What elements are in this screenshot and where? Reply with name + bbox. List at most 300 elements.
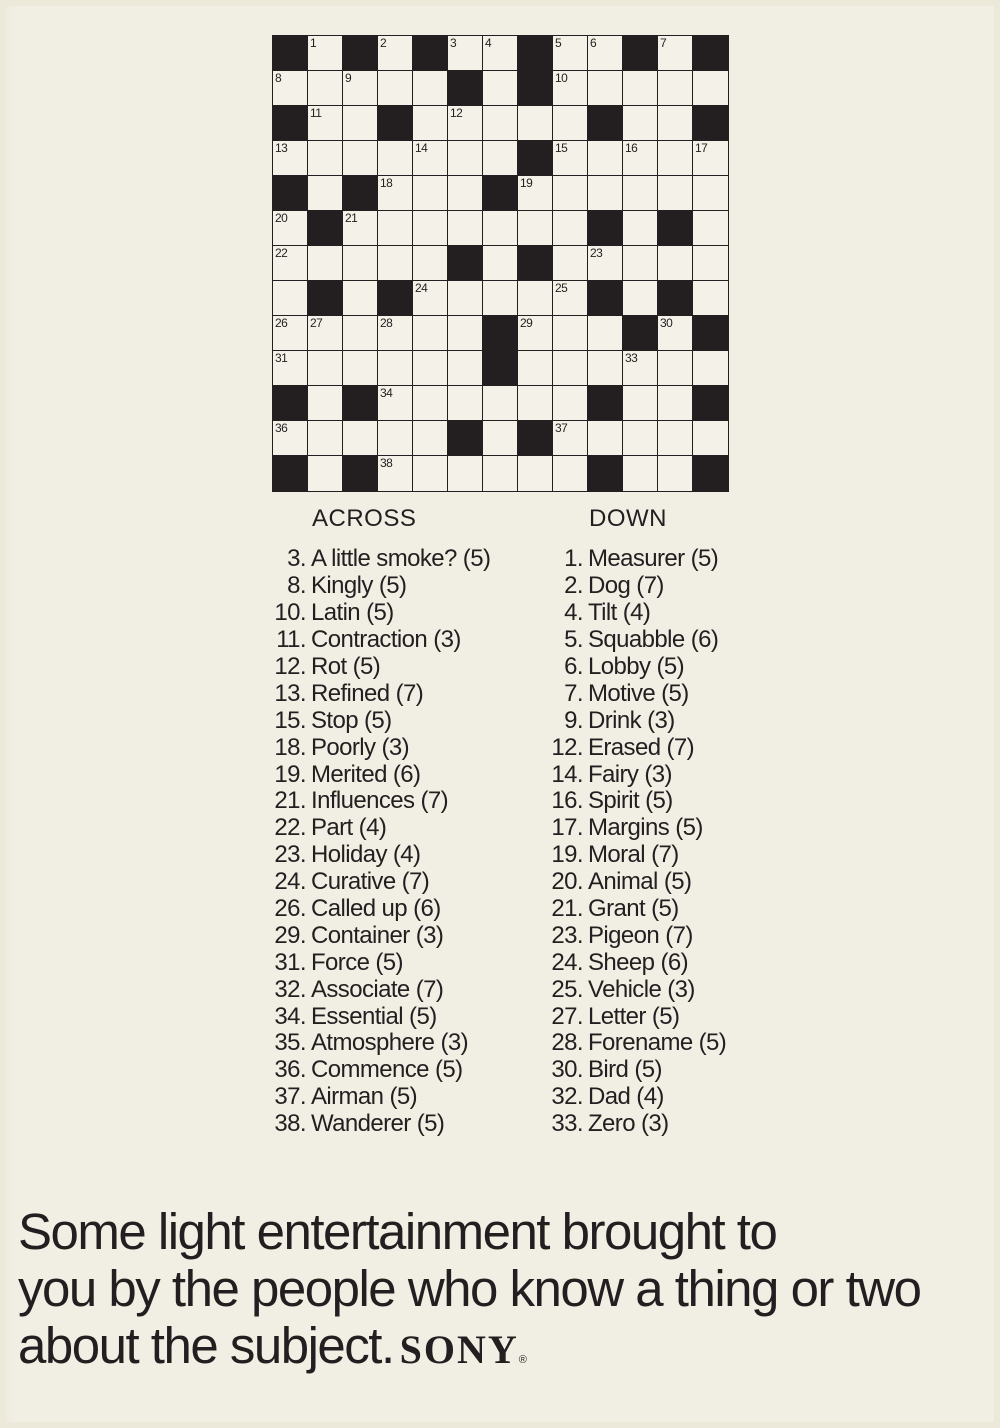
down-clue-list <box>545 546 726 1138</box>
down-clue <box>545 976 726 1003</box>
grid-cell[interactable] <box>413 351 448 386</box>
black-square <box>343 456 378 491</box>
grid-cell[interactable] <box>588 421 623 456</box>
clue-number: 28 <box>380 316 393 330</box>
black-square <box>623 36 658 71</box>
grid-cell[interactable] <box>623 281 658 316</box>
grid-cell[interactable] <box>658 106 693 141</box>
grid-cell[interactable] <box>658 386 693 421</box>
grid-cell[interactable] <box>343 316 378 351</box>
clue-num: 19. <box>551 841 583 869</box>
clue-text: Refined (7) <box>311 679 424 707</box>
grid-cell[interactable] <box>378 316 413 351</box>
clue-text: Latin (5) <box>311 599 394 627</box>
grid-cell[interactable] <box>658 246 693 281</box>
grid-cell[interactable] <box>413 386 448 421</box>
across-clue <box>268 600 490 627</box>
clue-num: 27. <box>551 1002 583 1030</box>
clue-text: Rot (5) <box>311 653 381 681</box>
grid-cell[interactable] <box>483 421 518 456</box>
clue-text: Bird (5) <box>588 1056 662 1084</box>
across-clue <box>268 922 490 949</box>
grid-cell[interactable] <box>448 141 483 176</box>
clue-text: Sheep (6) <box>588 948 688 976</box>
across-heading: ACROSS <box>312 505 417 532</box>
clue-text: Squabble (6) <box>588 626 719 654</box>
down-clue <box>545 654 726 681</box>
grid-cell[interactable] <box>518 456 553 491</box>
grid-cell[interactable] <box>623 386 658 421</box>
across-clue <box>268 869 490 896</box>
grid-cell[interactable] <box>623 246 658 281</box>
clue-number: 17 <box>695 141 708 155</box>
grid-cell[interactable] <box>623 71 658 106</box>
grid-cell[interactable] <box>623 106 658 141</box>
grid-cell[interactable] <box>658 316 693 351</box>
clue-number: 23 <box>590 246 603 260</box>
across-clue <box>268 1057 490 1084</box>
black-square <box>483 176 518 211</box>
black-square <box>518 141 553 176</box>
black-square <box>518 246 553 281</box>
grid-cell[interactable] <box>623 141 658 176</box>
grid-cell[interactable] <box>483 211 518 246</box>
grid-cell[interactable] <box>693 421 728 456</box>
grid-cell[interactable] <box>483 141 518 176</box>
grid-cell[interactable] <box>553 141 588 176</box>
grid-cell[interactable] <box>553 246 588 281</box>
grid-cell[interactable] <box>658 141 693 176</box>
grid-cell[interactable] <box>273 211 308 246</box>
clue-num: 21. <box>551 895 583 923</box>
grid-cell[interactable] <box>658 421 693 456</box>
clue-number: 21 <box>345 211 358 225</box>
clue-text: Called up (6) <box>311 895 441 923</box>
clue-text: Drink (3) <box>588 706 675 734</box>
clue-number: 29 <box>520 316 533 330</box>
black-square <box>693 386 728 421</box>
black-square <box>588 106 623 141</box>
clue-text: Margins (5) <box>588 814 703 842</box>
grid-cell[interactable] <box>343 141 378 176</box>
clue-num: 5. <box>564 626 583 654</box>
crossword-grid <box>272 35 729 492</box>
clue-number: 4 <box>485 36 492 50</box>
clue-number: 5 <box>555 36 562 50</box>
clue-text: Stop (5) <box>311 706 392 734</box>
across-clue <box>268 788 490 815</box>
grid-cell[interactable] <box>273 351 308 386</box>
grid-cell[interactable] <box>483 281 518 316</box>
across-clue <box>268 949 490 976</box>
clue-number: 33 <box>625 351 638 365</box>
grid-cell[interactable] <box>518 316 553 351</box>
clue-text: Letter (5) <box>588 1002 680 1030</box>
clue-text: Dad (4) <box>588 1083 664 1111</box>
grid-cell[interactable] <box>308 351 343 386</box>
grid-cell[interactable] <box>553 106 588 141</box>
black-square <box>378 106 413 141</box>
grid-cell[interactable] <box>483 456 518 491</box>
grid-cell[interactable] <box>448 211 483 246</box>
clue-num: 6. <box>564 653 583 681</box>
grid-cell[interactable] <box>588 176 623 211</box>
across-clue <box>268 896 490 923</box>
black-square <box>343 36 378 71</box>
black-square <box>483 351 518 386</box>
clue-text: Measurer (5) <box>588 545 719 573</box>
across-clue <box>268 734 490 761</box>
black-square <box>588 281 623 316</box>
clue-number: 26 <box>275 316 288 330</box>
black-square <box>588 386 623 421</box>
brand-name: SONY <box>399 1327 519 1372</box>
grid-cell[interactable] <box>343 106 378 141</box>
across-clue-list <box>268 546 490 1138</box>
grid-cell[interactable] <box>378 246 413 281</box>
grid-cell[interactable] <box>483 246 518 281</box>
grid-cell[interactable] <box>343 71 378 106</box>
grid-cell[interactable] <box>413 141 448 176</box>
grid-cell[interactable] <box>308 106 343 141</box>
clue-number: 38 <box>380 456 393 470</box>
clue-text: Fairy (3) <box>588 760 672 788</box>
clue-text: Moral (7) <box>588 841 679 869</box>
grid-cell[interactable] <box>693 71 728 106</box>
clue-num: 38. <box>274 1110 306 1138</box>
grid-cell[interactable] <box>658 176 693 211</box>
black-square <box>448 71 483 106</box>
black-square <box>658 281 693 316</box>
grid-cell[interactable] <box>343 421 378 456</box>
clue-num: 16. <box>551 787 583 815</box>
grid-cell[interactable] <box>378 71 413 106</box>
clue-text: Erased (7) <box>588 733 695 761</box>
grid-cell[interactable] <box>378 36 413 71</box>
black-square <box>308 211 343 246</box>
tagline-line-2: you by the people who know a thing or two <box>18 1260 921 1317</box>
grid-cell[interactable] <box>518 211 553 246</box>
clue-text: Merited (6) <box>311 760 421 788</box>
clue-number: 13 <box>275 141 288 155</box>
grid-cell[interactable] <box>693 351 728 386</box>
grid-cell[interactable] <box>308 456 343 491</box>
grid-cell[interactable] <box>413 281 448 316</box>
clue-text: Animal (5) <box>588 868 692 896</box>
grid-cell[interactable] <box>343 211 378 246</box>
clue-text: Grant (5) <box>588 895 679 923</box>
grid-cell[interactable] <box>343 351 378 386</box>
clue-num: 2. <box>564 572 583 600</box>
clue-number: 36 <box>275 421 288 435</box>
grid-cell[interactable] <box>448 316 483 351</box>
grid-cell[interactable] <box>553 281 588 316</box>
across-clue <box>268 1084 490 1111</box>
clue-text: A little smoke? (5) <box>311 545 491 573</box>
across-clue <box>268 707 490 734</box>
clue-num: 37. <box>274 1083 306 1111</box>
black-square <box>378 281 413 316</box>
grid-cell[interactable] <box>308 421 343 456</box>
down-clue <box>545 1084 726 1111</box>
grid-cell[interactable] <box>518 386 553 421</box>
clue-number: 27 <box>310 316 323 330</box>
down-clue <box>545 600 726 627</box>
clue-num: 29. <box>274 921 306 949</box>
clue-number: 14 <box>415 141 428 155</box>
down-clue <box>545 707 726 734</box>
clue-text: Zero (3) <box>588 1110 669 1138</box>
clue-number: 11 <box>310 106 322 120</box>
black-square <box>518 421 553 456</box>
across-clue <box>268 654 490 681</box>
clue-num: 18. <box>274 733 306 761</box>
grid-cell[interactable] <box>378 456 413 491</box>
grid-cell[interactable] <box>553 316 588 351</box>
clue-num: 21. <box>274 787 306 815</box>
grid-cell[interactable] <box>658 36 693 71</box>
grid-cell[interactable] <box>378 176 413 211</box>
clue-num: 14. <box>551 760 583 788</box>
black-square <box>693 456 728 491</box>
clue-number: 2 <box>380 36 387 50</box>
grid-cell[interactable] <box>693 211 728 246</box>
grid-cell[interactable] <box>448 456 483 491</box>
grid-cell[interactable] <box>658 351 693 386</box>
across-clue <box>268 627 490 654</box>
clue-text: Airman (5) <box>311 1083 418 1111</box>
grid-cell[interactable] <box>623 421 658 456</box>
down-clue <box>545 546 726 573</box>
clue-num: 20. <box>551 868 583 896</box>
grid-cell[interactable] <box>448 176 483 211</box>
clue-num: 34. <box>274 1002 306 1030</box>
grid-cell[interactable] <box>693 141 728 176</box>
across-clue <box>268 1003 490 1030</box>
grid-cell[interactable] <box>553 176 588 211</box>
clue-number: 22 <box>275 246 288 260</box>
grid-cell[interactable] <box>693 246 728 281</box>
grid-cell[interactable] <box>378 141 413 176</box>
grid-cell[interactable] <box>413 106 448 141</box>
clue-text: Kingly (5) <box>311 572 407 600</box>
clue-number: 10 <box>555 71 568 85</box>
clue-num: 25. <box>551 975 583 1003</box>
down-clue <box>545 788 726 815</box>
clue-num: 28. <box>551 1029 583 1057</box>
black-square <box>448 421 483 456</box>
grid-cell[interactable] <box>378 421 413 456</box>
clue-num: 11. <box>276 626 306 654</box>
grid-cell[interactable] <box>448 386 483 421</box>
grid-cell[interactable] <box>343 281 378 316</box>
clue-num: 1. <box>564 545 583 573</box>
clue-text: Contraction (3) <box>311 626 461 654</box>
grid-cell[interactable] <box>308 71 343 106</box>
grid-cell[interactable] <box>623 211 658 246</box>
grid-cell[interactable] <box>588 36 623 71</box>
clue-num: 36. <box>274 1056 306 1084</box>
clue-text: Commence (5) <box>311 1056 463 1084</box>
down-clue <box>545 734 726 761</box>
grid-cell[interactable] <box>413 71 448 106</box>
down-clue <box>545 1057 726 1084</box>
black-square <box>518 71 553 106</box>
clue-text: Force (5) <box>311 948 403 976</box>
grid-cell[interactable] <box>518 351 553 386</box>
grid-cell[interactable] <box>518 106 553 141</box>
clue-number: 18 <box>380 176 393 190</box>
clue-text: Vehicle (3) <box>588 975 695 1003</box>
down-clue <box>545 949 726 976</box>
grid-cell[interactable] <box>273 421 308 456</box>
black-square <box>623 316 658 351</box>
clue-num: 7. <box>564 679 583 707</box>
grid-cell[interactable] <box>413 456 448 491</box>
clue-text: Associate (7) <box>311 975 444 1003</box>
grid-cell[interactable] <box>273 281 308 316</box>
clue-number: 3 <box>450 36 457 50</box>
grid-cell[interactable] <box>273 246 308 281</box>
clue-num: 22. <box>274 814 306 842</box>
clue-number: 7 <box>660 36 667 50</box>
across-clue <box>268 573 490 600</box>
clue-text: Tilt (4) <box>588 599 651 627</box>
grid-cell[interactable] <box>623 351 658 386</box>
grid-cell[interactable] <box>483 386 518 421</box>
grid-cell[interactable] <box>308 36 343 71</box>
grid-cell[interactable] <box>518 176 553 211</box>
clue-text: Pigeon (7) <box>588 921 693 949</box>
down-clue <box>545 842 726 869</box>
clue-num: 19. <box>274 760 306 788</box>
grid-cell[interactable] <box>413 316 448 351</box>
down-clue <box>545 627 726 654</box>
across-clue <box>268 761 490 788</box>
clue-text: Lobby (5) <box>588 653 684 681</box>
clue-num: 8. <box>287 572 306 600</box>
grid-cell[interactable] <box>623 456 658 491</box>
grid-cell[interactable] <box>343 246 378 281</box>
clue-number: 19 <box>520 176 533 190</box>
clue-number: 37 <box>555 421 568 435</box>
black-square <box>273 386 308 421</box>
black-square <box>343 386 378 421</box>
grid-cell[interactable] <box>448 351 483 386</box>
grid-cell[interactable] <box>483 36 518 71</box>
grid-cell[interactable] <box>588 316 623 351</box>
clue-number: 25 <box>555 281 568 295</box>
sony-logo <box>400 1327 529 1372</box>
grid-cell[interactable] <box>448 106 483 141</box>
grid-cell[interactable] <box>308 176 343 211</box>
clue-num: 31. <box>274 948 306 976</box>
tagline-line-3 <box>18 1317 998 1389</box>
grid-cell[interactable] <box>378 351 413 386</box>
grid-cell[interactable] <box>413 246 448 281</box>
black-square <box>588 456 623 491</box>
across-clue <box>268 842 490 869</box>
clue-num: 26. <box>274 895 306 923</box>
grid-cell[interactable] <box>553 71 588 106</box>
grid-cell[interactable] <box>413 211 448 246</box>
across-clue <box>268 1030 490 1057</box>
grid-cell[interactable] <box>483 106 518 141</box>
grid-cell[interactable] <box>518 281 553 316</box>
grid-cell[interactable] <box>588 246 623 281</box>
grid-cell[interactable] <box>693 281 728 316</box>
grid-cell[interactable] <box>553 456 588 491</box>
clue-text: Atmosphere (3) <box>311 1029 468 1057</box>
clue-num: 13. <box>274 679 306 707</box>
grid-cell[interactable] <box>588 71 623 106</box>
grid-cell[interactable] <box>448 281 483 316</box>
advert-tagline <box>18 1203 998 1389</box>
grid-cell[interactable] <box>553 351 588 386</box>
clue-num: 32. <box>551 1083 583 1111</box>
black-square <box>413 36 448 71</box>
black-square <box>483 316 518 351</box>
black-square <box>693 106 728 141</box>
grid-cell[interactable] <box>413 176 448 211</box>
grid-cell[interactable] <box>483 71 518 106</box>
clue-num: 15. <box>274 706 306 734</box>
grid-cell[interactable] <box>273 71 308 106</box>
grid-cell[interactable] <box>378 386 413 421</box>
grid-cell[interactable] <box>273 316 308 351</box>
down-clue <box>545 1030 726 1057</box>
clue-num: 9. <box>564 706 583 734</box>
grid-cell[interactable] <box>308 316 343 351</box>
clue-number: 12 <box>450 106 463 120</box>
grid-cell[interactable] <box>378 211 413 246</box>
grid-cell[interactable] <box>658 71 693 106</box>
clue-num: 24. <box>551 948 583 976</box>
black-square <box>308 281 343 316</box>
grid-cell[interactable] <box>413 421 448 456</box>
grid-cell[interactable] <box>273 141 308 176</box>
grid-cell[interactable] <box>588 351 623 386</box>
clue-num: 17. <box>551 814 583 842</box>
grid-cell[interactable] <box>308 246 343 281</box>
grid-cell[interactable] <box>553 36 588 71</box>
grid-cell[interactable] <box>588 141 623 176</box>
down-clue <box>545 869 726 896</box>
clue-num: 30. <box>551 1056 583 1084</box>
clue-text: Part (4) <box>311 814 387 842</box>
clue-text: Dog (7) <box>588 572 664 600</box>
black-square <box>273 36 308 71</box>
grid-cell[interactable] <box>553 421 588 456</box>
grid-cell[interactable] <box>448 36 483 71</box>
clue-text: Wanderer (5) <box>311 1110 445 1138</box>
tagline-line-1: Some light entertainment brought to <box>18 1203 777 1260</box>
grid-cell[interactable] <box>308 386 343 421</box>
black-square <box>518 36 553 71</box>
grid-cell[interactable] <box>658 456 693 491</box>
down-clue <box>545 922 726 949</box>
grid-cell[interactable] <box>553 386 588 421</box>
clue-text: Essential (5) <box>311 1002 437 1030</box>
clue-text: Poorly (3) <box>311 733 410 761</box>
clue-num: 3. <box>287 545 306 573</box>
grid-cell[interactable] <box>553 211 588 246</box>
grid-cell[interactable] <box>623 176 658 211</box>
clue-text: Container (3) <box>311 921 444 949</box>
clue-num: 24. <box>274 868 306 896</box>
grid-cell[interactable] <box>308 141 343 176</box>
grid-cell[interactable] <box>693 176 728 211</box>
